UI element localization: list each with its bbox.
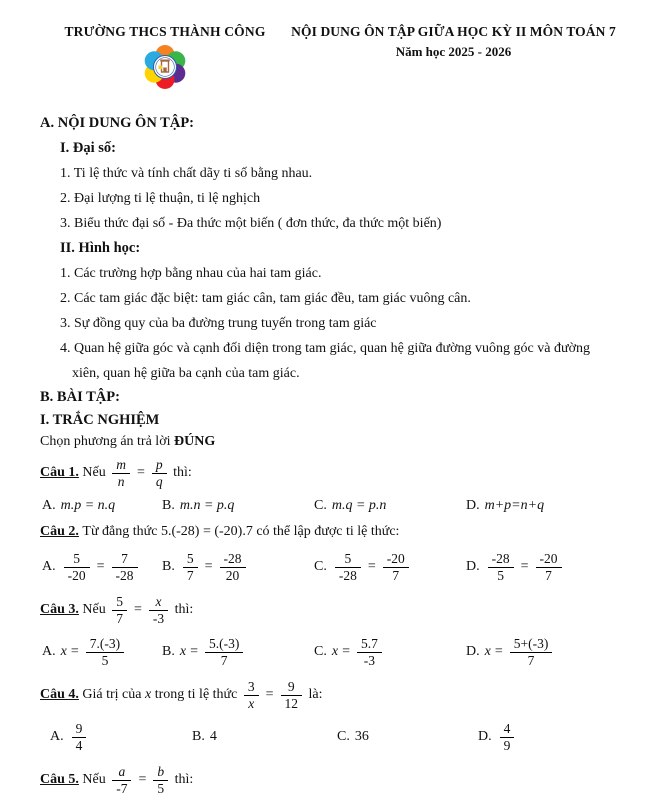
fraction-denominator: 12	[281, 695, 303, 712]
question-5-tail: thì:	[171, 772, 194, 787]
question-4-text: Giá trị của	[78, 687, 145, 702]
fraction	[205, 636, 243, 668]
fraction	[64, 551, 90, 583]
fraction-denominator: -28	[335, 567, 361, 584]
question-1	[40, 453, 617, 493]
equals-sign: =	[204, 559, 213, 574]
option-a	[42, 498, 162, 514]
question-4-options	[42, 716, 617, 758]
equals-sign: =	[520, 559, 529, 574]
fraction-numerator: 9	[75, 720, 83, 736]
variable-x: x	[179, 644, 187, 659]
option-label: B.	[162, 559, 175, 574]
fraction	[244, 679, 259, 711]
option-label: B.	[162, 497, 175, 513]
fraction-numerator: 3	[247, 678, 255, 694]
fraction-numerator: 7.(-3)	[89, 635, 121, 651]
fraction-denominator: 7	[383, 567, 409, 584]
fraction-denominator: -7	[112, 780, 131, 797]
option-label: B.	[192, 729, 205, 744]
fraction	[112, 457, 130, 489]
fraction-denominator: 7	[536, 567, 562, 584]
option-b	[162, 498, 314, 514]
fraction-numerator: 5	[73, 550, 80, 566]
option-c	[314, 498, 466, 514]
question-4-tail: là:	[305, 687, 323, 702]
school-flower-logo-icon	[141, 43, 189, 91]
fraction-denominator: x	[244, 695, 259, 712]
equals-sign: =	[265, 687, 274, 702]
equals-sign: =	[494, 644, 503, 659]
option-label: A.	[42, 497, 56, 513]
header-school-block	[40, 24, 290, 96]
fraction	[220, 551, 246, 583]
fraction-denominator: 4	[72, 737, 87, 754]
fraction	[152, 457, 167, 489]
algebra-item: 3. Biểu thức đại số - Đa thức một biến ( đơn thức, đa thức một biến)	[60, 216, 442, 231]
fraction-numerator: 7	[121, 550, 128, 566]
question-4	[40, 675, 617, 715]
fraction-numerator: 5	[186, 550, 194, 566]
fraction-numerator: p	[155, 456, 163, 472]
fraction-denominator: -28	[112, 567, 138, 584]
fraction	[536, 551, 562, 583]
fraction-numerator: 4	[503, 720, 511, 736]
question-5	[40, 760, 617, 797]
school-year: Năm học 2025 - 2026	[395, 44, 512, 59]
fraction	[72, 721, 87, 753]
geometry-item: 2. Các tam giác đặc biệt: tam giác cân, tam giác đều, tam giác vuông cân.	[60, 291, 471, 306]
option-a	[50, 721, 192, 753]
fraction	[112, 764, 131, 796]
question-3-text: Nếu	[78, 602, 110, 617]
geometry-heading: II. Hình học:	[60, 240, 141, 256]
instruction-emphasis: ĐÚNG	[174, 434, 216, 449]
option-c	[314, 636, 466, 668]
equals-sign: =	[190, 644, 198, 659]
option-label: A.	[42, 559, 56, 574]
option-math: m.n = p.q	[179, 497, 235, 513]
fraction	[112, 551, 138, 583]
equals-sign: =	[133, 602, 142, 617]
fraction-numerator: -20	[539, 550, 558, 566]
fraction	[335, 551, 361, 583]
fraction	[281, 679, 303, 711]
section-a-heading: A. NỘI DUNG ÔN TẬP:	[40, 115, 194, 131]
fraction-denominator: -3	[357, 652, 382, 669]
option-label: D.	[478, 729, 492, 744]
question-4-text: trong ti lệ thức	[151, 687, 241, 702]
fraction-denominator: 7	[112, 610, 127, 627]
option-a	[42, 551, 162, 583]
fraction-numerator: 5.(-3)	[208, 635, 240, 651]
question-1-options	[42, 494, 617, 517]
fraction-denominator: 9	[500, 737, 515, 754]
fraction-numerator: 5.7	[360, 635, 378, 651]
option-label: C.	[314, 497, 327, 513]
fraction	[86, 636, 124, 668]
option-d	[466, 551, 617, 583]
question-1-text: Nếu	[78, 465, 110, 480]
instruction-line	[40, 431, 617, 453]
question-3-options	[42, 631, 617, 673]
equals-sign: =	[367, 559, 376, 574]
question-4-label: Câu 4.	[40, 687, 79, 702]
algebra-heading: I. Đại số:	[60, 140, 116, 156]
option-label: D.	[466, 559, 480, 574]
option-d	[466, 636, 617, 668]
school-name: TRƯỜNG THCS THÀNH CÔNG	[64, 24, 266, 39]
option-label: A.	[50, 729, 64, 744]
question-2-label: Câu 2.	[40, 524, 79, 539]
variable-x: x	[331, 644, 339, 659]
algebra-item: 1. Ti lệ thức và tính chất dãy ti số bằng nhau.	[60, 166, 313, 181]
equals-sign: =	[96, 559, 105, 574]
fraction-denominator: 20	[220, 567, 246, 584]
geometry-item: 4. Quan hệ giữa góc và cạnh đối diện trong tam giác, quan hệ giữa đường vuông góc và đường xiên, quan hệ giữa ba cạnh của tam giác.	[60, 341, 590, 381]
fraction-denominator: -20	[64, 567, 90, 584]
fraction-denominator: 7	[183, 567, 198, 584]
fraction-denominator: 5	[488, 567, 514, 584]
fraction-numerator: 9	[287, 678, 295, 694]
equals-sign: =	[138, 772, 147, 787]
option-math: m.p = n.q	[60, 497, 116, 513]
option-c	[337, 729, 478, 745]
option-label: A.	[42, 644, 56, 659]
fraction	[153, 764, 168, 796]
fraction-numerator: a	[118, 763, 126, 779]
equals-sign: =	[342, 644, 350, 659]
fraction-numerator: -28	[223, 550, 242, 566]
geometry-item: 1. Các trường hợp bằng nhau của hai tam giác.	[60, 266, 322, 281]
fraction-denominator: 7	[510, 652, 553, 669]
option-label: B.	[162, 644, 175, 659]
question-3-label: Câu 3.	[40, 602, 79, 617]
question-2	[40, 519, 617, 545]
fraction-denominator: 7	[205, 652, 243, 669]
fraction-denominator: -3	[149, 610, 168, 627]
option-math: m+p=n+q	[484, 497, 545, 513]
question-2-text: có thể lập được ti lệ thức:	[256, 524, 400, 539]
option-label: C.	[314, 559, 327, 574]
equals-sign: =	[136, 465, 145, 480]
fraction-numerator: 5+(-3)	[513, 635, 549, 651]
question-2-equation: 5.(-28) = (-20).7	[160, 524, 257, 539]
equals-sign: =	[70, 644, 79, 659]
question-5-text: Nếu	[78, 772, 110, 787]
fraction	[112, 594, 127, 626]
variable-x: x	[145, 687, 152, 702]
option-value: 36	[354, 729, 369, 744]
option-label: C.	[337, 729, 350, 744]
fraction	[510, 636, 553, 668]
option-c	[314, 551, 466, 583]
option-b	[162, 636, 314, 668]
fraction	[149, 594, 168, 626]
fraction	[488, 551, 514, 583]
fraction	[500, 721, 515, 753]
fraction-numerator: m	[116, 456, 126, 472]
option-d	[478, 721, 617, 753]
fraction-denominator: 5	[153, 780, 168, 797]
instruction-text: Chọn phương án trả lời	[40, 434, 174, 449]
fraction-numerator: b	[157, 763, 165, 779]
section-b-heading: B. BÀI TẬP:	[40, 389, 120, 405]
option-b	[192, 729, 337, 745]
question-2-text: Từ đẳng thức	[78, 524, 161, 539]
question-3	[40, 590, 617, 630]
option-label: D.	[466, 497, 480, 513]
fraction	[357, 636, 382, 668]
question-2-options	[42, 546, 617, 588]
question-5-label: Câu 5.	[40, 772, 79, 787]
variable-x: x	[484, 644, 491, 659]
option-a	[42, 636, 162, 668]
question-3-tail: thì:	[171, 602, 194, 617]
fraction-numerator: x	[155, 593, 162, 609]
fraction-denominator: q	[152, 473, 167, 490]
fraction-numerator: 5	[116, 593, 123, 609]
document-title: NỘI DUNG ÔN TẬP GIỮA HỌC KỲ II MÔN TOÁN 7	[291, 24, 616, 39]
option-label: D.	[466, 644, 480, 659]
option-label: C.	[314, 644, 327, 659]
document-header	[40, 24, 617, 96]
option-b	[162, 551, 314, 583]
option-math: m.q = p.n	[331, 497, 387, 513]
multiple-choice-heading: I. TRẮC NGHIỆM	[40, 412, 160, 428]
header-title-block	[290, 24, 617, 96]
question-1-tail: thì:	[169, 465, 192, 480]
fraction	[183, 551, 198, 583]
geometry-item: 3. Sự đồng quy của ba đường trung tuyến trong tam giác	[60, 316, 377, 331]
fraction-numerator: -20	[386, 550, 405, 566]
fraction-denominator: n	[112, 473, 130, 490]
fraction-numerator: 5	[344, 550, 352, 566]
option-value: 4	[209, 729, 217, 744]
variable-x: x	[60, 644, 67, 659]
option-d	[466, 498, 617, 514]
algebra-item: 2. Đại lượng ti lệ thuận, ti lệ nghịch	[60, 191, 261, 206]
fraction-numerator: -28	[491, 550, 510, 566]
fraction	[383, 551, 409, 583]
question-1-label: Câu 1.	[40, 465, 79, 480]
fraction-denominator: 5	[86, 652, 124, 669]
